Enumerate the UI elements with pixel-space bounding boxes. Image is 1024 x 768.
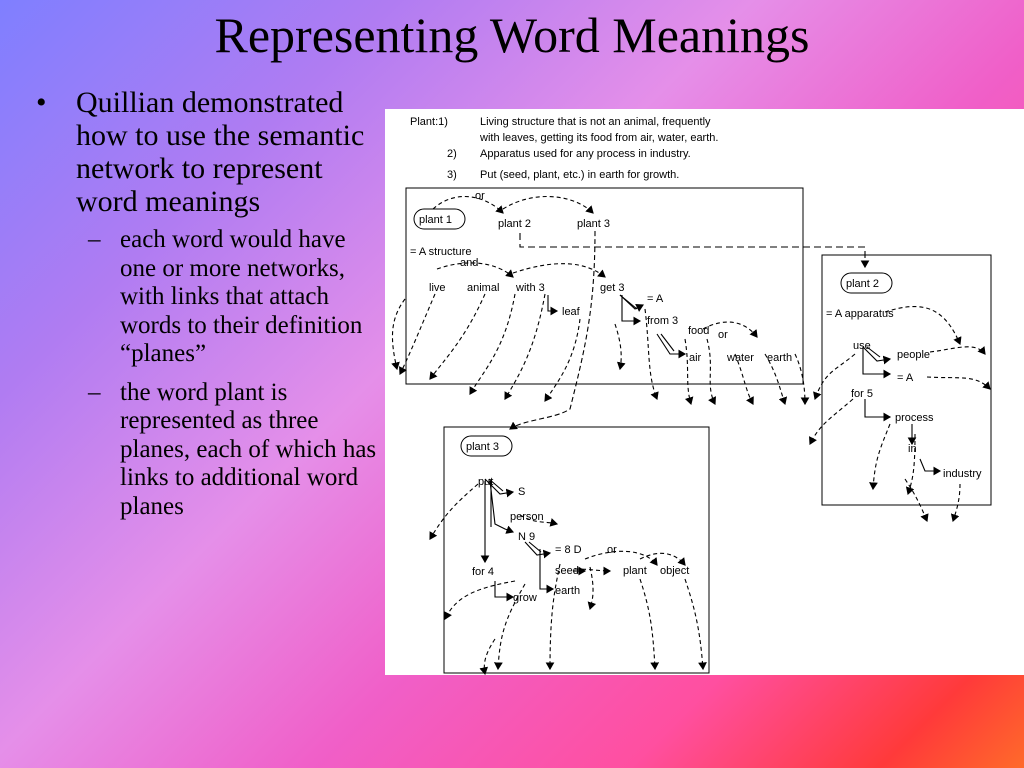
main-bullet-text: Quillian demonstrated how to use the semantic network to represent word meanings	[76, 86, 365, 218]
link	[930, 347, 985, 354]
definition-2-number: 2)	[447, 148, 457, 160]
plant3-link	[510, 231, 595, 429]
industry-label: industry	[943, 468, 982, 480]
dash-marker: –	[88, 378, 101, 406]
put-label: put	[478, 476, 494, 488]
for4-label: for 4	[472, 566, 495, 578]
plant-2-label: plant 2	[846, 278, 880, 290]
object-label: object	[660, 565, 690, 577]
link	[503, 197, 593, 213]
or-label: or	[475, 190, 485, 202]
use-label: use	[853, 340, 871, 352]
link	[615, 324, 621, 369]
earth-label: earth	[767, 352, 793, 364]
sub-bullet	[30, 226, 380, 369]
link	[529, 542, 541, 552]
people-label: people	[897, 349, 931, 361]
earth-label: earth	[555, 585, 581, 597]
link	[430, 294, 485, 379]
with3-label: with 3	[516, 282, 545, 294]
link	[873, 424, 890, 489]
semantic-network-figure	[385, 109, 1024, 675]
get3-label: get 3	[600, 282, 625, 294]
slide-title: Representing Word Meanings	[214, 7, 810, 63]
plant2-link	[520, 233, 865, 267]
link	[685, 339, 691, 404]
link	[810, 399, 853, 444]
link	[953, 484, 960, 521]
eq-8d-label: = 8 D	[555, 544, 582, 556]
link	[885, 307, 960, 344]
grow-label: grow	[513, 592, 537, 604]
link	[505, 294, 545, 399]
definitions-block	[410, 116, 718, 181]
link	[490, 481, 513, 532]
seed-label: seed	[555, 565, 579, 577]
dash-marker: –	[88, 226, 101, 253]
definition-3: Put (seed, plant, etc.) in earth for growth.	[480, 169, 680, 181]
link	[920, 459, 940, 471]
or-label: or	[607, 544, 617, 556]
link	[470, 294, 515, 394]
link	[707, 339, 715, 404]
apparatus-label: = A apparatus	[826, 308, 894, 320]
plane-2	[826, 273, 982, 480]
definition-3-number: 3)	[447, 169, 457, 181]
s-label: S	[518, 486, 526, 498]
definition-1b: with leaves, getting its food from air, water, earth.	[480, 132, 719, 144]
link	[400, 294, 435, 374]
link	[540, 549, 553, 589]
link	[550, 564, 560, 669]
sub-bullet-list	[30, 226, 380, 521]
plant-2-ref: plant 2	[498, 218, 532, 230]
in-label: in	[908, 443, 917, 455]
link	[585, 551, 657, 565]
link	[545, 319, 580, 401]
live-label: live	[429, 282, 446, 294]
plane-1	[410, 190, 792, 364]
link	[703, 322, 757, 337]
link	[640, 579, 655, 669]
from3-label: from 3	[647, 315, 679, 327]
definition-2: Apparatus used for any process in industry.	[480, 148, 691, 160]
link	[484, 639, 495, 674]
plane-3	[461, 436, 689, 604]
link	[685, 579, 703, 669]
sub-bullet	[30, 379, 380, 522]
link	[430, 484, 478, 539]
solid-links	[485, 295, 940, 597]
process-label: process	[895, 412, 934, 424]
main-bullet	[30, 86, 380, 218]
definitions-head: Plant:1)	[410, 116, 448, 128]
sub-bullet-text: the word plant is represented as three planes, each of which has links to additional word planes	[120, 378, 377, 520]
food-label: food	[688, 325, 710, 337]
link	[657, 334, 685, 354]
link	[548, 295, 557, 311]
plant-label: plant	[623, 565, 647, 577]
plant-3-label: plant 3	[466, 441, 500, 453]
link	[445, 581, 515, 619]
person-label: person	[510, 511, 544, 523]
bullet-list	[30, 86, 380, 531]
plant-1-label: plant 1	[419, 214, 453, 226]
bullet-marker: •	[36, 86, 47, 119]
link	[640, 553, 685, 565]
definition-1a: Living structure that is not an animal, frequently	[480, 116, 711, 128]
eq-a-label: = A	[647, 293, 664, 305]
n9-label: N 9	[518, 531, 536, 543]
link	[513, 264, 605, 277]
link	[392, 299, 405, 369]
link	[815, 354, 855, 399]
link	[865, 399, 890, 417]
for5-label: for 5	[851, 388, 874, 400]
semantic-network-diagram	[385, 109, 1024, 675]
link	[590, 567, 593, 609]
sub-bullet-text: each word would have one or more networks, with links that attach words to their definition “planes”	[120, 226, 363, 367]
dashed-links	[392, 197, 990, 674]
air-label: air	[689, 352, 702, 364]
link	[620, 295, 643, 309]
leaf-label: leaf	[562, 306, 580, 318]
eq-a-label: = A	[897, 372, 914, 384]
structure-label: = A structure	[410, 246, 472, 258]
link	[905, 479, 927, 521]
and-label: and	[460, 257, 479, 269]
or-label-2: or	[718, 329, 728, 341]
link	[927, 377, 990, 389]
water-label: water	[727, 352, 754, 364]
animal-label: animal	[467, 282, 500, 294]
plant-3-ref: plant 3	[577, 218, 611, 230]
